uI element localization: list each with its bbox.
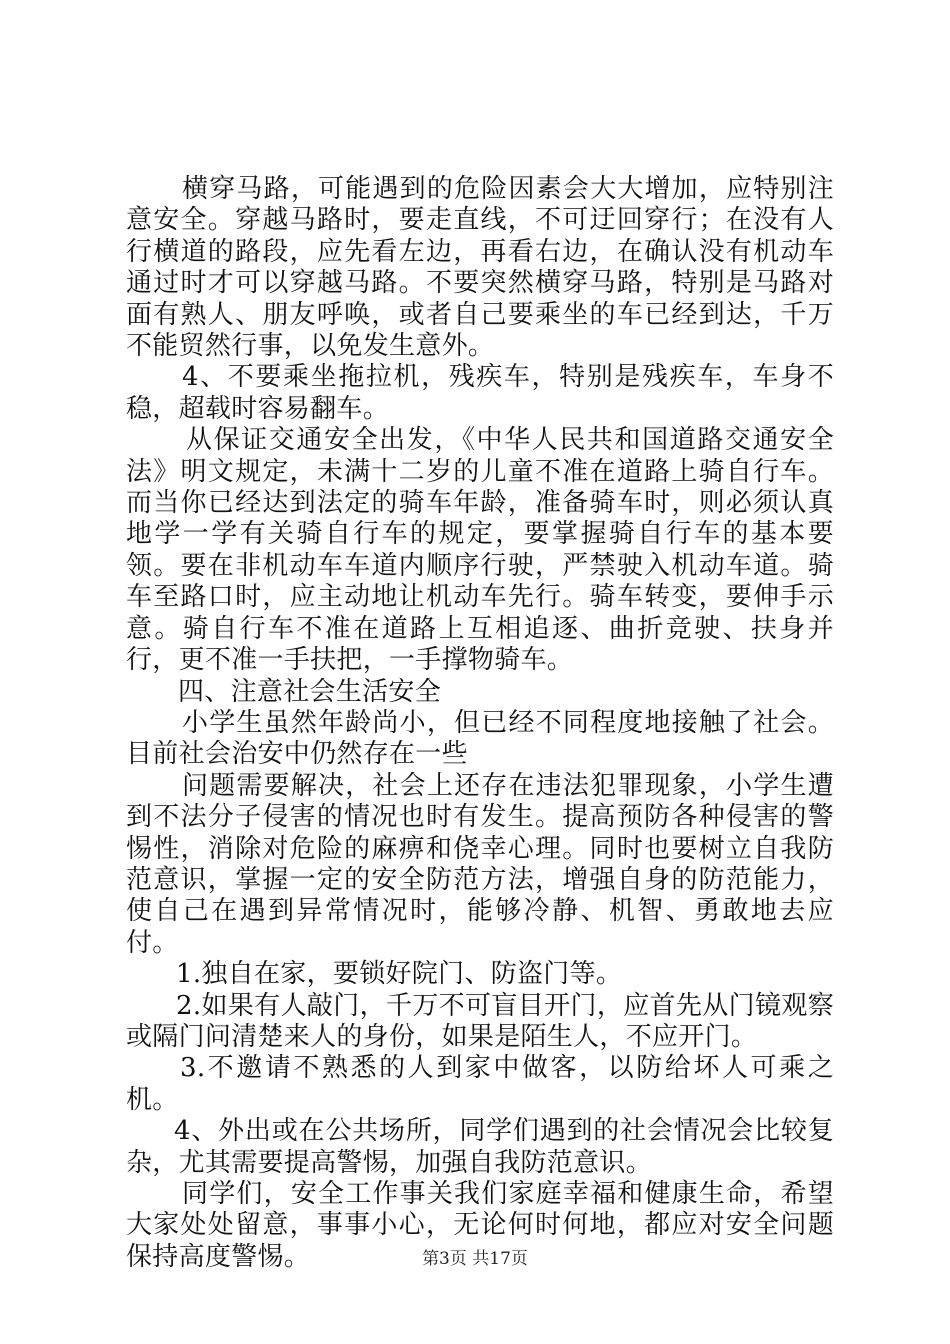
- document-body: [126, 174, 834, 1273]
- list-item-knocking-door: 2.如果有人敲门，千万不可盲目开门，应首先从门镜观察或隔门问清楚来人的身份，如果是陌生人，不应开门。: [126, 990, 834, 1052]
- paragraph-bicycle-rules: 从保证交通安全出发，《中华人民共和国道路交通安全法》明文规定，未满十二岁的儿童不准在道路上骑自行车。而当你已经达到法定的骑车年龄，准备骑车时，则必须认真地学一学有关骑自行车的规定，要掌握骑自行车的基本要领。要在非机动车车道内顺序行驶，严禁驶入机动车道。骑车至路口时，应主动地让机动车先行。骑车转变，要伸手示意。骑自行车不准在道路上互相追逐、曲折竞驶、扶身并行，更不准一手扶把，一手撑物骑车。: [126, 425, 834, 676]
- paragraph-crossing-road: 横穿马路，可能遇到的危险因素会大大增加，应特别注意安全。穿越马路时，要走直线，不可迂回穿行；在没有人行横道的路段，应先看左边，再看右边，在确认没有机动车通过时才可以穿越马路。不要突然横穿马路，特别是马路对面有熟人、朋友呼唤，或者自己要乘坐的车已经到达，千万不能贸然行事，以免发生意外。: [126, 174, 834, 362]
- paragraph-social-intro: 小学生虽然年龄尚小，但已经不同程度地接触了社会。目前社会治安中仍然存在一些: [126, 707, 834, 770]
- paragraph-tractor-warning: 4、不要乘坐拖拉机，残疾车，特别是残疾车，车身不稳，超载时容易翻车。: [126, 362, 834, 424]
- page-number-footer: 第3页 共17页: [422, 1249, 528, 1269]
- section-heading-social-safety: 四、注意社会生活安全: [178, 676, 442, 707]
- paragraph-social-problems: 问题需要解决，社会上还存在违法犯罪现象，小学生遭到不法分子侵害的情况也时有发生。提高预防各种侵害的警惕性，消除对危险的麻痹和侥幸心理。同时也要树立自我防范意识，掌握一定的安全防范方法，增强自身的防范能力，使自己在遇到异常情况时，能够冷静、机智、勇敢地去应付。: [126, 770, 834, 958]
- paragraph-closing: 同学们，安全工作事关我们家庭幸福和健康生命，希望大家处处留意，事事小心，无论何时何地，都应对安全问题保持高度警惕。: [126, 1179, 834, 1272]
- list-item-home-alone: 1.独自在家，要锁好院门、防盗门等。: [176, 959, 623, 990]
- list-item-no-strangers: 3.不邀请不熟悉的人到家中做客，以防给坏人可乘之机。: [126, 1053, 834, 1115]
- list-item-public-places: 4、外出或在公共场所，同学们遇到的社会情况会比较复杂，尤其需要提高警惕，加强自我防范意识。: [126, 1116, 834, 1178]
